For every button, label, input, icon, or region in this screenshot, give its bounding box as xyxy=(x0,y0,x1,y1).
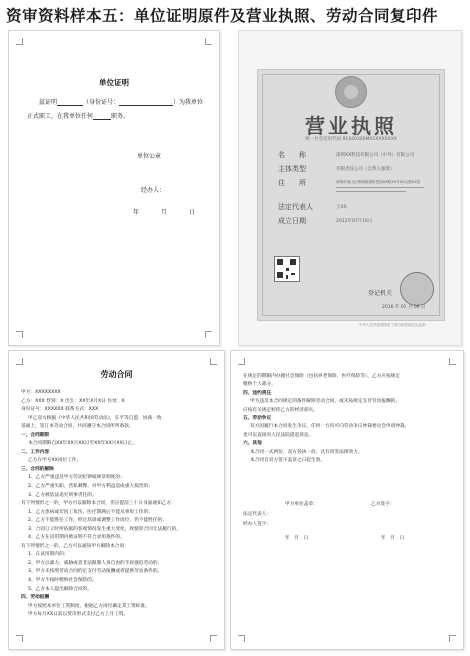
certificate-line-1 xyxy=(39,97,203,106)
certificate-title: 单位证明 xyxy=(99,78,129,87)
month-label: 月 xyxy=(160,209,167,216)
contract-line: 二、工作内容 xyxy=(21,449,50,455)
contract-page-2 xyxy=(230,350,464,650)
certificate-page xyxy=(8,30,220,346)
license-value-legal-rep: 王XX xyxy=(336,205,347,210)
id-blank xyxy=(119,99,173,106)
contract-line: 5、乙方本人提出解除合同的。 xyxy=(28,586,92,592)
contract-line: 应按有关规定赔偿乙方的经济损失。 xyxy=(243,407,319,413)
license-label-legal-rep: 法定代表人 xyxy=(278,203,313,211)
contract-line: 1、乙方严重违反甲方劳动纪律或规章制度的； xyxy=(28,475,125,481)
contract-line: 一、合同期限 xyxy=(21,432,50,438)
corner-mark xyxy=(16,358,23,365)
party-b-sign-label: 乙方签字： xyxy=(371,502,395,507)
contract-line: 四、劳动报酬 xyxy=(21,595,50,601)
contract-line: 甲方：XXXXXXXX xyxy=(21,390,61,395)
corner-mark xyxy=(205,38,212,45)
contract-line: 甲方按照本单位工资制度，根据乙方岗位确定其工资标准。 xyxy=(28,603,150,609)
corner-mark xyxy=(449,358,456,365)
day-label: 日 xyxy=(188,209,195,216)
contract-line: 甲方违反本合同规定的条件解除劳动合同，或未按规定支付劳动报酬的， xyxy=(250,399,401,405)
license-label-address: 住 所 xyxy=(278,179,306,187)
contract-body-2 xyxy=(243,373,451,465)
contract-line: 五、劳动争议 xyxy=(243,416,272,422)
credit-code: 统一社会信用代码 91440300MA5XXXXXXX xyxy=(305,137,397,142)
corner-mark xyxy=(449,635,456,642)
text-line xyxy=(336,191,406,192)
license-value-type: 有限责任公司（自然人独资） xyxy=(336,167,395,172)
contract-line: 甲乙双方根据《中华人民共和国劳动法》，在平等自愿、协商一致 xyxy=(28,415,162,421)
corner-mark xyxy=(210,635,217,642)
license-label-name: 名 称 xyxy=(278,151,306,159)
license-title: 营业执照 xyxy=(305,114,397,138)
contract-line: 双方因履行本合同发生争议，任何一方均可向劳动争议仲裁委员会申请仲裁， xyxy=(250,424,410,430)
date-line xyxy=(133,207,195,216)
qr-code-icon xyxy=(274,256,300,282)
contract-line: 三、合同的解除 xyxy=(21,466,54,472)
contract-body-1 xyxy=(21,389,213,620)
legal-rep-sign-label: 法定代表人： xyxy=(243,512,272,517)
line1-prefix: 兹证明 xyxy=(39,99,58,106)
party-a-date-label: 年 月 日 xyxy=(285,536,309,541)
contract-line: 本合同自双方签字盖章之日起生效。 xyxy=(250,458,326,464)
line1-mid: （身份证号： xyxy=(83,99,120,106)
contract-line: 2、乙方严重失职，营私舞弊，对甲方利益造成重大损害的； xyxy=(28,484,153,490)
line2-suffix: 职务。 xyxy=(111,113,130,120)
contract-line: 身份证号：XXXXXX 联系方式：XXX xyxy=(21,407,99,413)
license-value-founded: 2012年07月16日 xyxy=(336,219,373,224)
handler-sign-label: 经办人签字： xyxy=(243,522,272,527)
contract-line: 有下列情形之一的，乙方可以通知甲方解除本合同： xyxy=(21,543,129,549)
contract-line: 2、甲方以暴力、威胁或者非法限制人身自由的手段强迫劳动的； xyxy=(28,560,163,566)
contract-line: 本合同期限自XX年XX月XX日至XX年XX月XX日止。 xyxy=(28,441,137,447)
license-value-address: 深圳市南山区粤海街道科技园XX路XX号XX大厦XX层 xyxy=(336,180,421,184)
contract-line: 甲方每月XX日前以货币形式支付乙方上月工资。 xyxy=(28,612,129,618)
party-a-sign-label: 甲方单位盖章： xyxy=(285,502,318,507)
contract-line: 缴纳个人部分。 xyxy=(243,382,276,388)
license-scan xyxy=(257,69,445,321)
corner-mark xyxy=(16,38,23,45)
contract-line: 3、甲方未按照劳动合同约定支付劳动报酬或者提供劳动条件的。 xyxy=(28,569,163,575)
line2-prefix: 正式职工，在我单位任何 xyxy=(27,113,94,120)
official-seal-icon xyxy=(400,272,434,306)
contract-line: 2、乙方不能胜任工作，经过培训或调整工作岗位，仍不能胜任的； xyxy=(28,518,167,524)
contract-line: 本合同一式两份，双方各执一份，具有同等法律效力。 xyxy=(250,449,363,455)
contract-line: 1、在试用期内的； xyxy=(28,552,69,558)
page-heading: 资审资料样本五：单位证明原件及营业执照、劳动合同复印件 xyxy=(6,7,439,25)
registration-date: 2016 年 01 月 06 日 xyxy=(382,305,426,310)
name-blank xyxy=(57,99,83,106)
text-line xyxy=(336,187,424,188)
national-emblem-icon xyxy=(335,76,367,108)
contract-line: 也可以直接向人民法院提起诉讼。 xyxy=(243,432,314,438)
contract-line: 六、其他 xyxy=(243,441,262,447)
corner-mark xyxy=(16,331,23,338)
unit-seal-label: 单位公章 xyxy=(137,153,162,160)
contract-line: 1、乙方患病或非因工负伤，医疗期满后不能从事原工作的； xyxy=(28,509,153,515)
corner-mark xyxy=(238,635,245,642)
corner-mark xyxy=(210,358,217,365)
contract-line: 乙方：XXX 性别：X 出生：XX年X月X日 住址：X xyxy=(21,398,125,404)
contract-page-1 xyxy=(8,350,225,650)
license-label-founded: 成立日期 xyxy=(278,217,306,225)
license-value-name: 深圳XX科技有限公司（中外）有限公司 xyxy=(336,153,415,158)
corner-mark xyxy=(16,635,23,642)
contract-line: 4、甲方不按时缴纳社会保险的。 xyxy=(28,578,97,584)
contract-title: 劳动合同 xyxy=(100,370,133,379)
license-footer: 中华人民共和国国家工商行政管理总局监制 xyxy=(359,323,426,327)
business-license-page xyxy=(238,30,462,346)
contract-line: 基础上，签订本劳动合同，共同遵守本合同所列条款。 xyxy=(21,424,134,430)
post-blank xyxy=(93,113,111,120)
contract-line: 四、违约责任 xyxy=(243,390,272,396)
year-label: 年 xyxy=(133,209,140,216)
certificate-line-2 xyxy=(27,111,129,120)
contract-line: 乙方在甲方XX岗位工作。 xyxy=(28,458,82,464)
handler-label: 经办人： xyxy=(141,187,166,194)
contract-line: 在规定的期限内办理社会保险（包括养老保险、医疗保险等），乙方应按规定 xyxy=(243,374,401,379)
registration-authority-label: 登记机关 xyxy=(368,290,393,297)
line1-suffix: ）为我单位 xyxy=(173,99,204,106)
contract-line: 3、合同订立时所依据的客观情况发生重大变化，致使原合同无法履行的。 xyxy=(28,526,181,532)
party-b-date-label: 年 月 日 xyxy=(381,536,405,541)
corner-mark xyxy=(238,358,245,365)
contract-line: 3、乙方被依法追究刑事责任的。 xyxy=(28,492,97,498)
contract-line: 有下列情形之一的，甲方可以解除本合同，但应提前三十日书面通知乙方： xyxy=(21,501,176,507)
contract-line: 4、乙方在试用期内被证明不符合录用条件的。 xyxy=(28,535,125,541)
corner-mark xyxy=(205,331,212,338)
license-label-type: 主体类型 xyxy=(278,165,306,173)
